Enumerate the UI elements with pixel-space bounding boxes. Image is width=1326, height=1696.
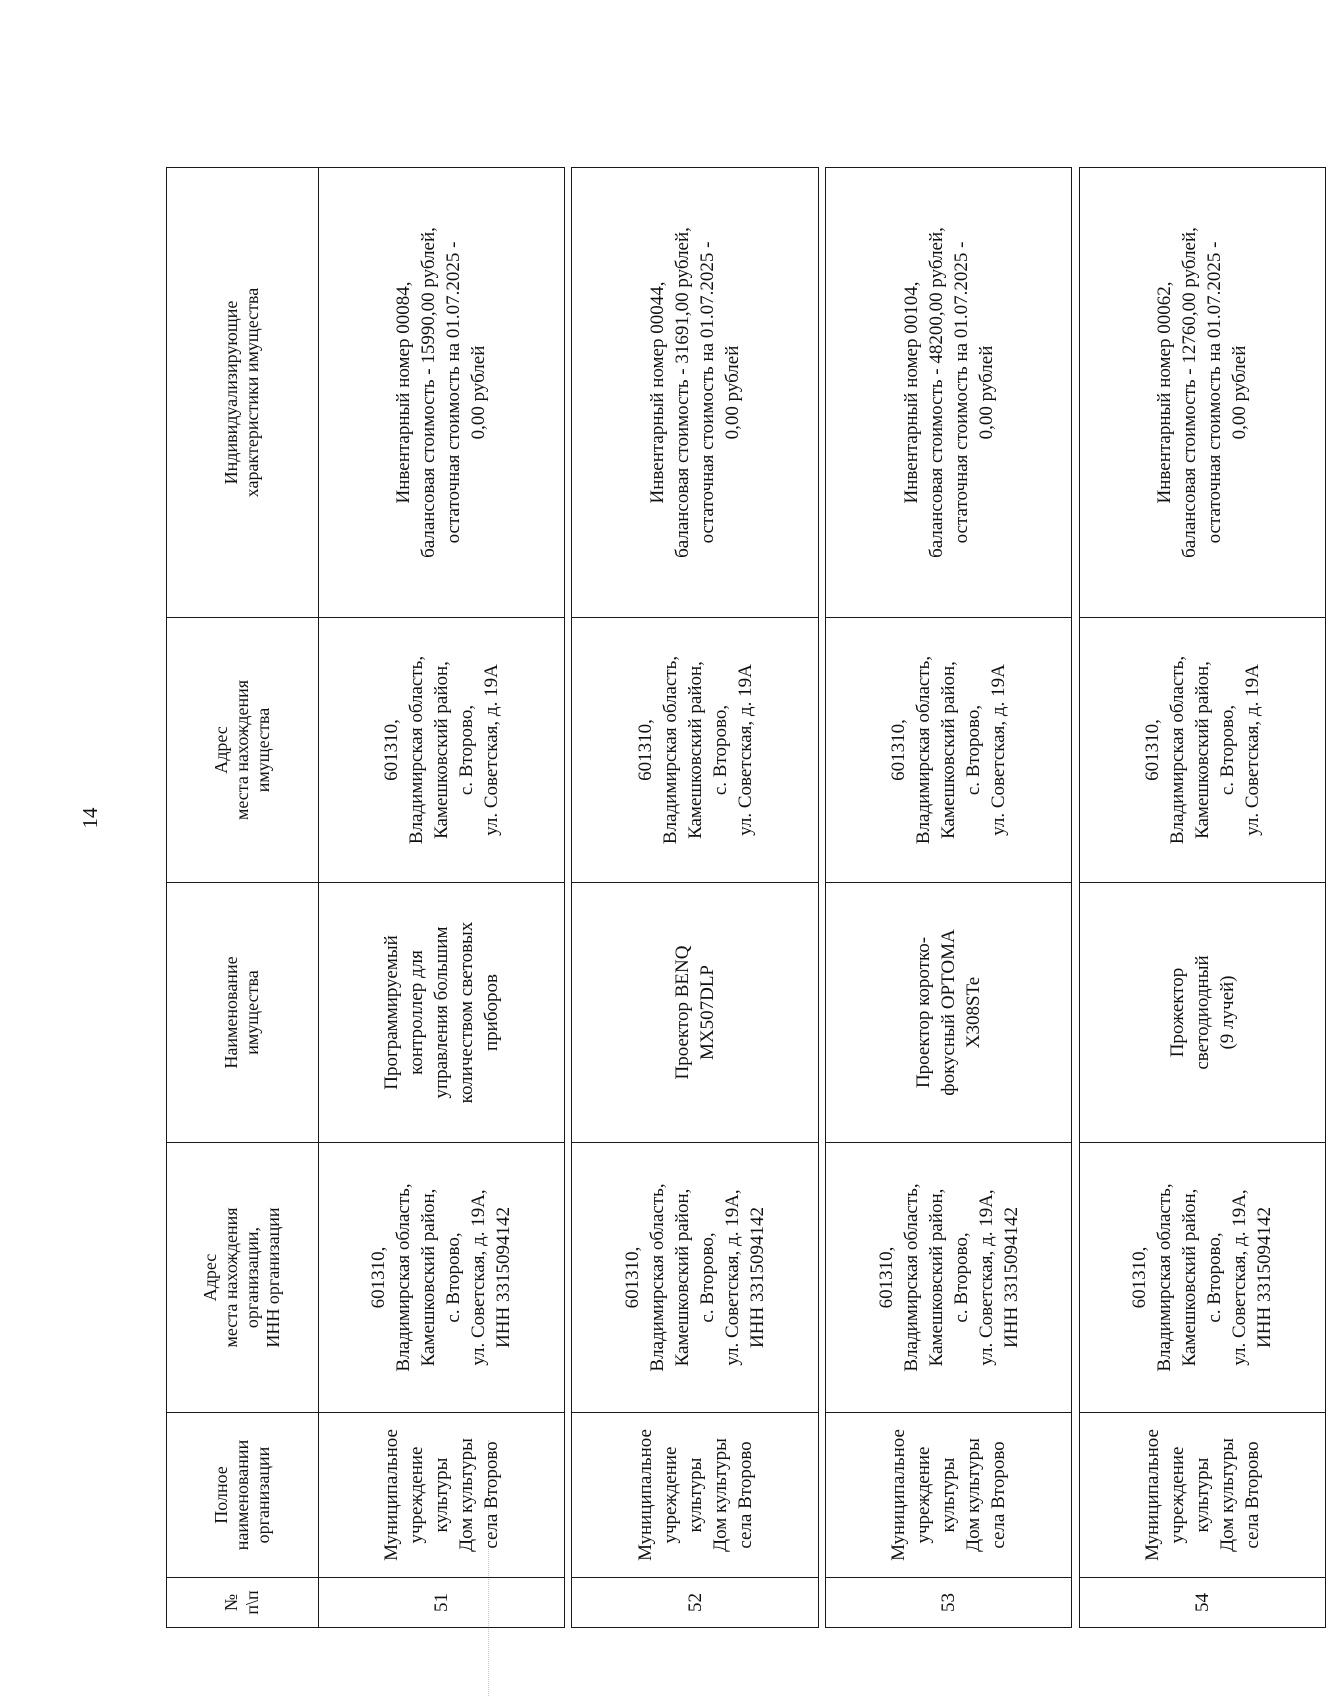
cell-property-address: 601310, Владимирская область, Камешковский район, с. Второво, ул. Советская, д. 19А: [572, 618, 818, 883]
table-row: [825, 168, 1071, 1628]
row-gap-cell: [818, 168, 825, 1628]
header-org-address: Адрес места нахождения организации, ИНН организации: [167, 1143, 319, 1413]
row-gap: [1072, 168, 1079, 1628]
cell-property-address: 601310, Владимирская область, Камешковский район, с. Второво, ул. Советская, д. 19А: [318, 618, 564, 883]
cell-property-name: Программируемый контроллер для управления большим количеством световых приборов: [318, 883, 564, 1143]
table-row: [318, 168, 564, 1628]
header-property-name: Наименование имущества: [167, 883, 319, 1143]
cell-org-address: 601310, Владимирская область, Камешковский район, с. Второво, ул. Советская, д. 19А, ИНН 3315094142: [825, 1143, 1071, 1413]
row-gap: [818, 168, 825, 1628]
cell-org-address: 601310, Владимирская область, Камешковский район, с. Второво, ул. Советская, д. 19А, ИНН 3315094142: [572, 1143, 818, 1413]
cell-org-name: Муниципальное учреждение культуры Дом культуры села Второво: [1079, 1413, 1325, 1578]
cell-characteristics: Инвентарный номер 00084, балансовая стоимость - 15990,00 рублей, остаточная стоимость на 01.07.2025 - 0,00 рублей: [318, 168, 564, 618]
table-header-row: [167, 168, 319, 1628]
table-row: [572, 168, 818, 1628]
cell-num: 52: [572, 1578, 818, 1628]
cell-org-address: 601310, Владимирская область, Камешковский район, с. Второво, ул. Советская, д. 19А, ИНН 3315094142: [318, 1143, 564, 1413]
cell-characteristics: Инвентарный номер 00044, балансовая стоимость - 31691,00 рублей, остаточная стоимость на 01.07.2025 - 0,00 рублей: [572, 168, 818, 618]
cell-num: 53: [825, 1578, 1071, 1628]
cell-num: 54: [1079, 1578, 1325, 1628]
cell-org-name: Муниципальное учреждение культуры Дом культуры села Второво: [825, 1413, 1071, 1578]
row-gap-cell: [1072, 168, 1079, 1628]
cell-property-name: Прожектор светодиодный (9 лучей): [1079, 883, 1325, 1143]
header-org-name: Полное наименовании организации: [167, 1413, 319, 1578]
cell-num: 51: [318, 1578, 564, 1628]
page-number: 14: [78, 807, 102, 829]
cell-characteristics: Инвентарный номер 00104, балансовая стоимость - 48200,00 рублей, остаточная стоимость на 01.07.2025 - 0,00 рублей: [825, 168, 1071, 618]
row-gap-cell: [565, 168, 572, 1628]
header-property-address: Адрес места нахождения имущества: [167, 618, 319, 883]
cell-org-name: Муниципальное учреждение культуры Дом культуры села Второво: [572, 1413, 818, 1578]
table-row: [1079, 168, 1325, 1628]
cell-property-name: Проектор коротко- фокусный OPTOMA X308STe: [825, 883, 1071, 1143]
cell-property-address: 601310, Владимирская область, Камешковский район, с. Второво, ул. Советская, д. 19А: [825, 618, 1071, 883]
cell-characteristics: Инвентарный номер 00062, балансовая стоимость - 12760,00 рублей, остаточная стоимость на 01.07.2025 - 0,00 рублей: [1079, 168, 1325, 618]
header-characteristics: Индивидуализирующие характеристики имущества: [167, 168, 319, 618]
row-gap: [565, 168, 572, 1628]
property-table: [166, 167, 1326, 1628]
cell-org-address: 601310, Владимирская область, Камешковский район, с. Второво, ул. Советская, д. 19А, ИНН 3315094142: [1079, 1143, 1325, 1413]
property-table-rotated: [166, 168, 1326, 1628]
cell-property-name: Проектор BENQ MX507DLP: [572, 883, 818, 1143]
cell-property-address: 601310, Владимирская область, Камешковский район, с. Второво, ул. Советская, д. 19А: [1079, 618, 1325, 883]
cell-org-name: Муниципальное учреждение культуры Дом культуры села Второво: [318, 1413, 564, 1578]
header-num: № п\п: [167, 1578, 319, 1628]
